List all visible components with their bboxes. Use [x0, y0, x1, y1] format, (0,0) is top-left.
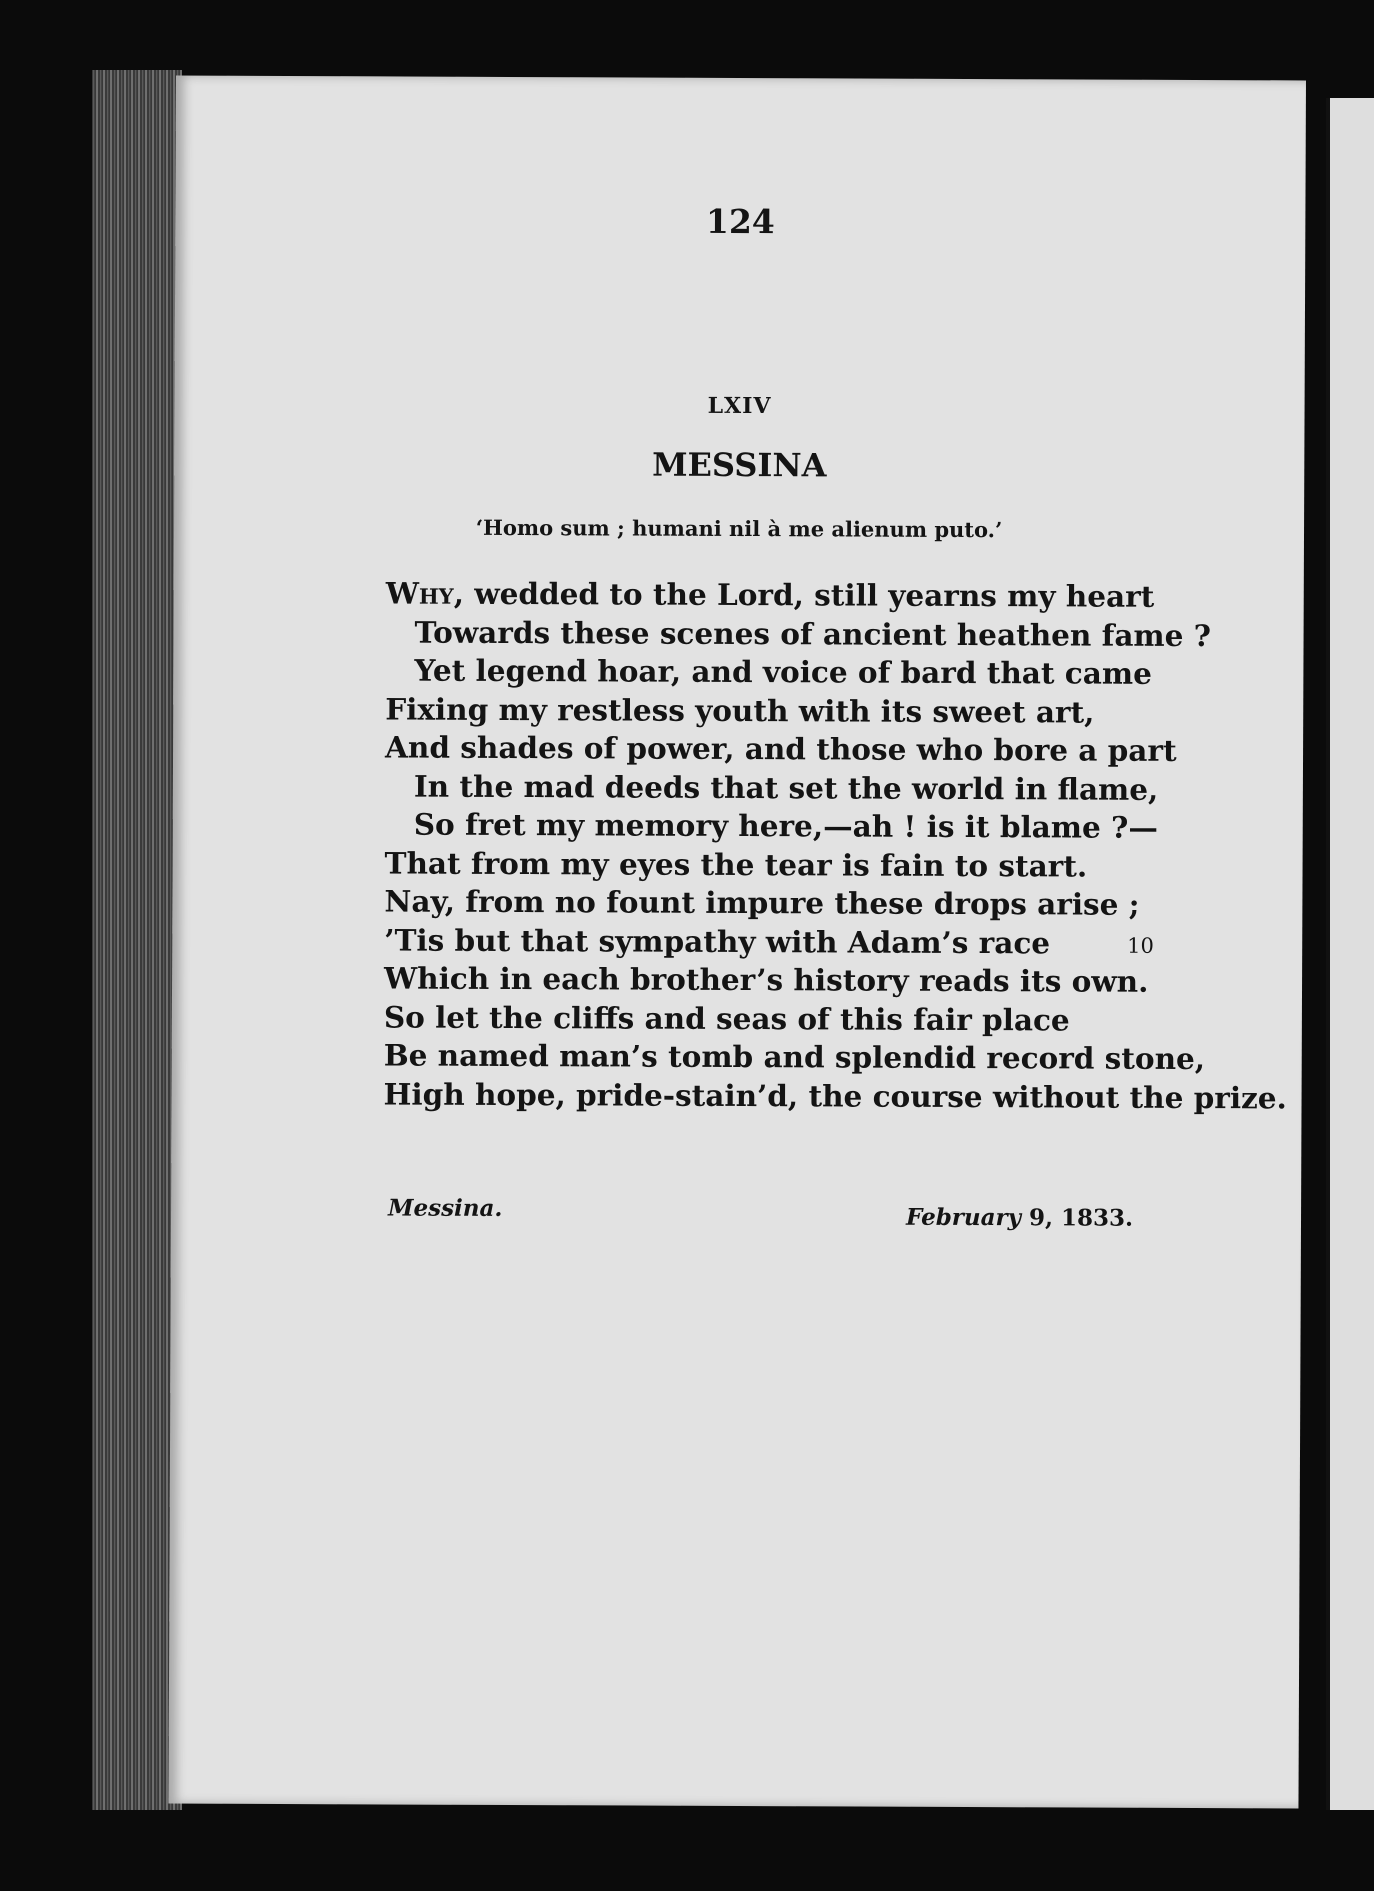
poem-line-10: [384, 921, 1184, 963]
poem-line-1-text: , wedded to the Lord, still yearns my heart: [453, 575, 1155, 614]
poem-line-2: Towards these scenes of ancient heathen fame ?: [414, 614, 1212, 653]
book-page: [168, 76, 1306, 1809]
poem-body: [383, 574, 1287, 1116]
poem-line-8: That from my eyes the tear is fain to start.: [384, 844, 1088, 884]
date-day-year: 9, 1833.: [1020, 1204, 1134, 1232]
facing-page-edge: [1326, 98, 1374, 1810]
poem-line-6: In the mad deeds that set the world in flame,: [413, 768, 1159, 807]
line-number-10: 10: [1127, 933, 1155, 958]
poem-line-14: High hope, pride-stain’d, the course without the prize.: [383, 1075, 1287, 1115]
poem-line-3: Yet legend hoar, and voice of bard that came: [414, 652, 1152, 691]
poem-date: [906, 1204, 1133, 1232]
poem-title: MESSINA: [652, 445, 827, 485]
poem-line-5: And shades of power, and those who bore a part: [385, 729, 1177, 768]
poem-line-12: So let the cliffs and seas of this fair place: [383, 998, 1070, 1037]
poem-number: LXIV: [707, 392, 772, 420]
poem-line-4: Fixing my restless youth with its sweet art,: [385, 690, 1095, 730]
first-word-initial: W: [385, 575, 419, 611]
place-signature: Messina.: [388, 1194, 503, 1222]
first-word-rest: hy: [418, 575, 454, 611]
page-number: 124: [705, 201, 775, 242]
poem-line-13: Be named man’s tomb and splendid record stone,: [383, 1037, 1206, 1077]
book-page-edges: [92, 70, 182, 1810]
epigraph: ‘Homo sum ; humani nil à me alienum puto.’: [475, 514, 1003, 543]
poem-line-11: Which in each brother’s history reads its own.: [383, 960, 1149, 999]
poem-line-7: So fret my memory here,—ah ! is it blame ?—: [413, 806, 1158, 845]
poem-line-9: Nay, from no fount impure these drops arise ;: [384, 883, 1140, 922]
date-month: February: [905, 1203, 1022, 1232]
poem-line-10-text: ’Tis but that sympathy with Adam’s race: [384, 921, 1051, 960]
poem-line-1: [386, 574, 1186, 616]
